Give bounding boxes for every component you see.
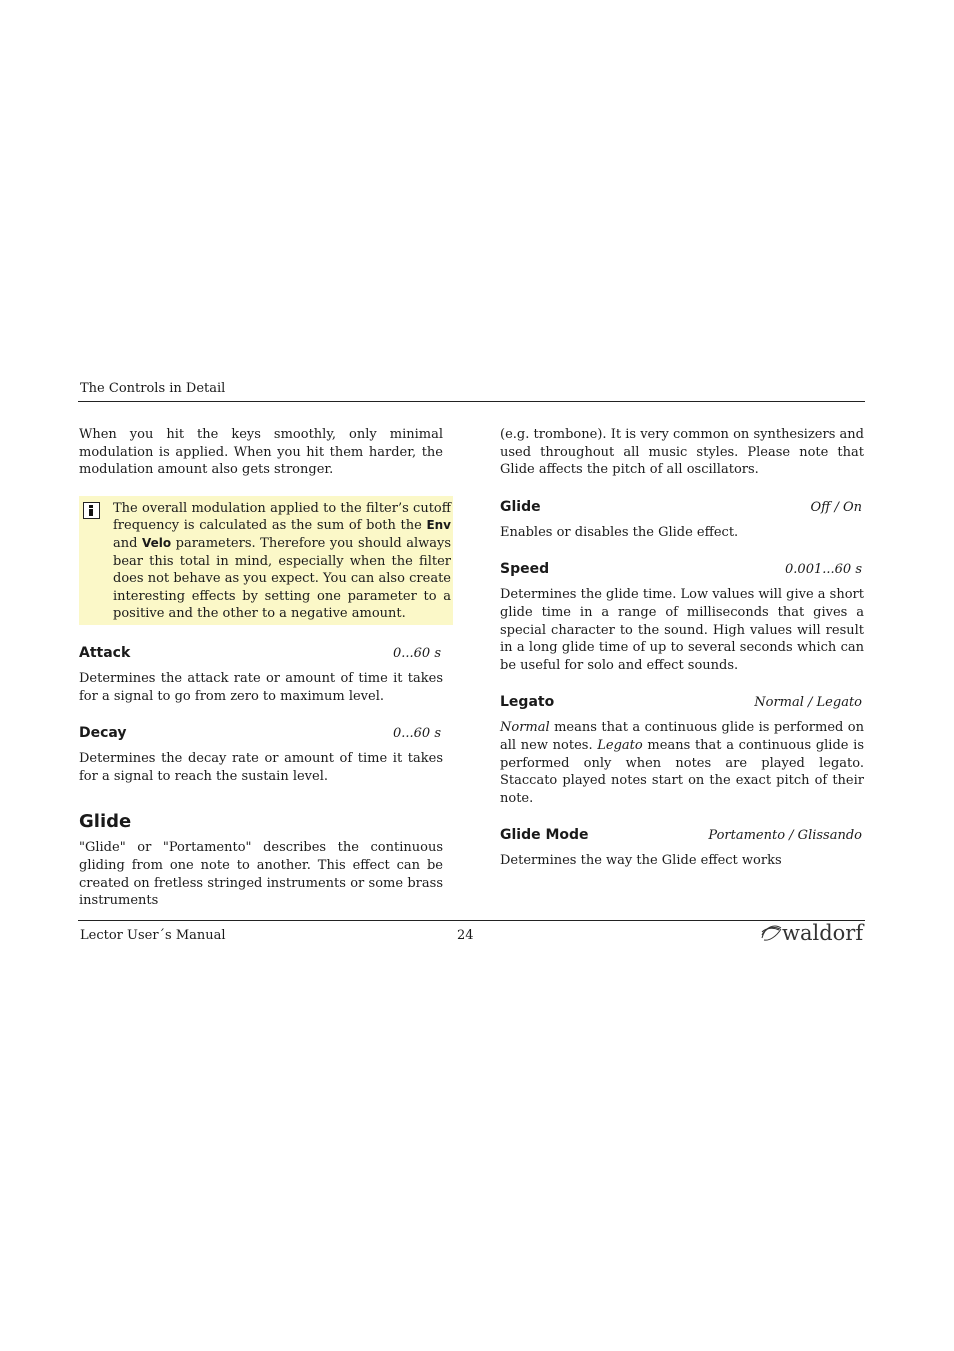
param-legato xyxy=(500,694,864,710)
info-icon xyxy=(83,502,100,519)
right-column xyxy=(500,426,864,870)
term-normal: Normal xyxy=(500,720,550,736)
glide-mode-description: Determines the way the Glide effect works xyxy=(500,853,782,869)
param-range: Off / On xyxy=(810,499,862,515)
waldorf-logo xyxy=(759,918,865,946)
param-glide xyxy=(500,499,864,515)
info-note xyxy=(79,496,453,625)
param-name: Glide xyxy=(500,498,541,515)
param-range: Normal / Legato xyxy=(754,695,862,711)
logo-wordmark: waldorf xyxy=(782,921,864,945)
param-attack xyxy=(79,645,443,661)
running-header: The Controls in Detail xyxy=(80,381,226,396)
page-number: 24 xyxy=(457,928,474,943)
param-range: 0...60 s xyxy=(392,726,441,742)
glide-intro: "Glide" or "Portamento" describes the continuous gliding from one note to another. This effect can be created on fretless stringed instruments or some brass instruments xyxy=(79,840,443,909)
footer-rule xyxy=(78,920,865,921)
param-name: Legato xyxy=(500,694,555,711)
header-rule xyxy=(78,401,865,402)
term-env: Env xyxy=(426,518,451,533)
footer-manual-title: Lector User´s Manual xyxy=(80,928,226,943)
speed-description: Determines the glide time. Low values will give a short glide time in a range of milliseconds that gives a special character to the sound. High values will result in a long glide time of up to several seconds which can be useful for solo and effect sounds. xyxy=(500,587,864,673)
section-heading-glide: Glide xyxy=(79,811,132,833)
param-glide-mode xyxy=(500,827,864,843)
param-name: Glide Mode xyxy=(500,827,589,844)
param-decay xyxy=(79,725,443,741)
term-legato: Legato xyxy=(597,737,643,753)
note-text: The overall modulation applied to the filter’s cutoff frequency is calculated as the sum of both the Env and Velo parameters. Therefore you should always bear this total in mind, especially when the filter does not behave as you expect. You can also create interesting effects by setting one parameter to a positive and the other to a negative amount. xyxy=(113,500,452,622)
decay-description: Determines the decay rate or amount of time it takes for a signal to reach the sustain level. xyxy=(79,751,443,784)
glide-description: Enables or disables the Glide effect. xyxy=(500,524,739,540)
param-range: 0...60 s xyxy=(392,645,441,661)
param-name: Decay xyxy=(79,725,127,742)
legato-description: Normal means that a continuous glide is performed on all new notes. Legato means that a continuous glide is performed only when notes are played legato. Staccato played notes start on the exact pitch of their note. xyxy=(500,720,865,806)
left-column xyxy=(79,426,452,910)
param-name: Speed xyxy=(500,561,550,578)
param-name: Attack xyxy=(79,644,131,661)
attack-description: Determines the attack rate or amount of time it takes for a signal to go from zero to maximum level. xyxy=(79,670,443,704)
param-range: 0.001...60 s xyxy=(785,562,862,578)
term-velo: Velo xyxy=(141,535,172,550)
intro-paragraph: When you hit the keys smoothly, only minimal modulation is applied. When you hit them harder, the modulation amount also gets stronger. xyxy=(79,427,443,478)
continuation-paragraph: (e.g. trombone). It is very common on synthesizers and used throughout all music styles. Please note that Glide affects the pitch of all oscillators. xyxy=(500,427,864,478)
param-speed xyxy=(500,561,864,577)
param-range: Portamento / Glissando xyxy=(708,828,862,844)
